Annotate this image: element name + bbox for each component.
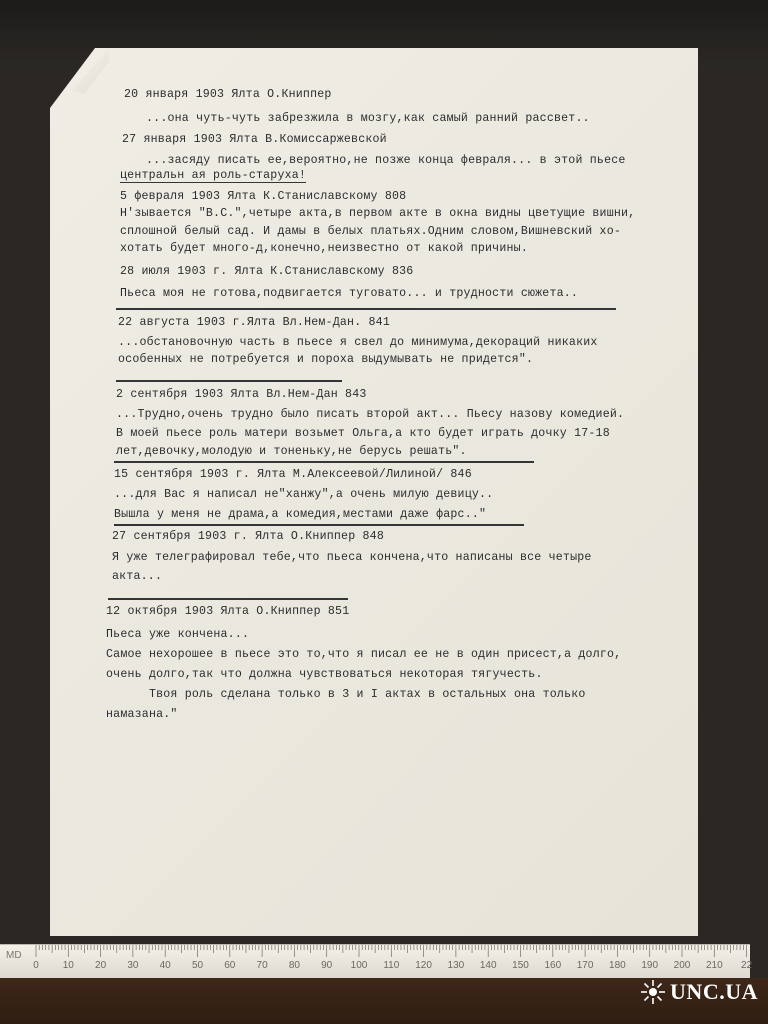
ruler-label: 100: [350, 960, 368, 971]
ruler-label: 10: [62, 960, 74, 971]
ruler-label: 200: [673, 960, 691, 971]
letter-9-line-3: очень долго,так что должна чувствоваться некоторая тягучесть.: [106, 668, 543, 681]
separator-line: [114, 461, 534, 463]
letter-1-line-1: ...она чуть-чуть забрезжила в мозгу,как самый ранний рассвет..: [146, 112, 590, 125]
ruler-label: 190: [641, 960, 659, 971]
letter-8-header: 27 сентября 1903 г. Ялта О.Книппер 848: [112, 530, 384, 543]
letter-3-line-1: Н'зывается "В.С.",четыре акта,в первом акте в окна видны цветущие вишни,: [120, 207, 636, 220]
ruler-label: 0: [33, 960, 39, 971]
letter-3-line-2: сплошной белый сад. И дамы в белых платьях.Одним словом,Вишневский хо-: [120, 225, 622, 238]
separator-line: [116, 308, 616, 310]
ruler-label: 110: [383, 960, 400, 971]
ruler-brand-mark: MD: [6, 950, 22, 961]
letter-4-header: 28 июля 1903 г. Ялта К.Станиславскому 836: [120, 265, 414, 278]
letter-2-line-1: ...засяду писать ее,вероятно,не позже конца февраля... в этой пьесе: [146, 154, 626, 167]
ruler-label: 120: [415, 960, 432, 971]
ruler-label: 140: [479, 960, 497, 971]
letter-6-line-3: лет,девочку,молодую и тоненьку,не берусь решать".: [116, 445, 467, 458]
separator-line: [116, 380, 342, 382]
ruler-label: 210: [705, 960, 723, 971]
ruler-label: 130: [447, 960, 465, 971]
watermark-text: UNC.UA: [670, 979, 758, 1004]
ruler-label: 90: [321, 960, 333, 971]
ruler-label: 80: [288, 960, 300, 971]
ruler-label: 20: [95, 960, 107, 971]
letter-6-header: 2 сентября 1903 Ялта Вл.Нем-Дан 843: [116, 388, 367, 401]
letter-5-line-2: особенных не потребуется и пороха выдумывать не придется".: [118, 353, 534, 366]
letter-6-line-2: В моей пьесе роль матери возьмет Ольга,а кто будет играть дочку 17-18: [116, 427, 610, 440]
separator-line: [114, 524, 524, 526]
ruler-label: 180: [609, 960, 626, 971]
letter-4-line-1: Пьеса моя не готова,подвигается туговато... и трудности сюжета..: [120, 287, 579, 300]
letter-5-line-1: ...обстановочную часть в пьесе я свел до минимума,декораций никаких: [118, 336, 598, 349]
ruler-labels: [0, 960, 753, 974]
letter-3-header: 5 февраля 1903 Ялта К.Станиславскому 808: [120, 190, 407, 203]
ruler-label: 40: [159, 960, 171, 971]
ruler-label: 30: [127, 960, 139, 971]
letter-9-line-1: Пьеса уже кончена...: [106, 628, 250, 641]
letter-9-line-2: Самое нехорошее в пьесе это то,что я писал ее не в один присест,а долго,: [106, 648, 622, 661]
sunburst-icon: [640, 979, 666, 1005]
ruler-label: 160: [544, 960, 562, 971]
ruler-label: 70: [256, 960, 268, 971]
letter-9-header: 12 октября 1903 Ялта О.Книппер 851: [106, 605, 350, 618]
letter-1-header: 20 января 1903 Ялта О.Книппер: [124, 88, 332, 101]
ruler-label: 60: [224, 960, 236, 971]
watermark-logo: [640, 978, 758, 1006]
letter-8-line-2: акта...: [112, 570, 163, 583]
letter-5-header: 22 августа 1903 г.Ялта Вл.Нем-Дан. 841: [118, 316, 390, 329]
ruler-label: 150: [512, 960, 529, 971]
letter-7-line-1: ...для Вас я написал не"ханжу",а очень милую девицу..: [114, 488, 494, 501]
separator-line: [108, 598, 348, 600]
letter-2-header: 27 января 1903 Ялта В.Комиссаржевской: [122, 133, 387, 146]
ruler-label: 50: [191, 960, 204, 971]
letter-6-line-1: ...Трудно,очень трудно было писать второй акт... Пьесу назову комедией.: [116, 408, 625, 421]
letter-2-line-2: центральн ая роль-старуха!: [120, 169, 307, 182]
letter-7-header: 15 сентября 1903 г. Ялта М.Алексеевой/Лилиной/ 846: [114, 468, 472, 481]
letter-3-line-3: хотать будет много-д,конечно,неизвестно от какой причины.: [120, 242, 528, 255]
ruler-label: 22: [741, 960, 753, 971]
letter-7-line-2: Вышла у меня не драма,а комедия,местами даже фарс..": [114, 508, 487, 521]
letter-9-line-4: Твоя роль сделана только в 3 и I актах в остальных она только: [106, 688, 586, 701]
letter-8-line-1: Я уже телеграфировал тебе,что пьеса кончена,что написаны все четыре: [112, 551, 592, 564]
ruler-label: 170: [576, 960, 594, 971]
letter-9-line-5: намазана.": [106, 708, 178, 721]
